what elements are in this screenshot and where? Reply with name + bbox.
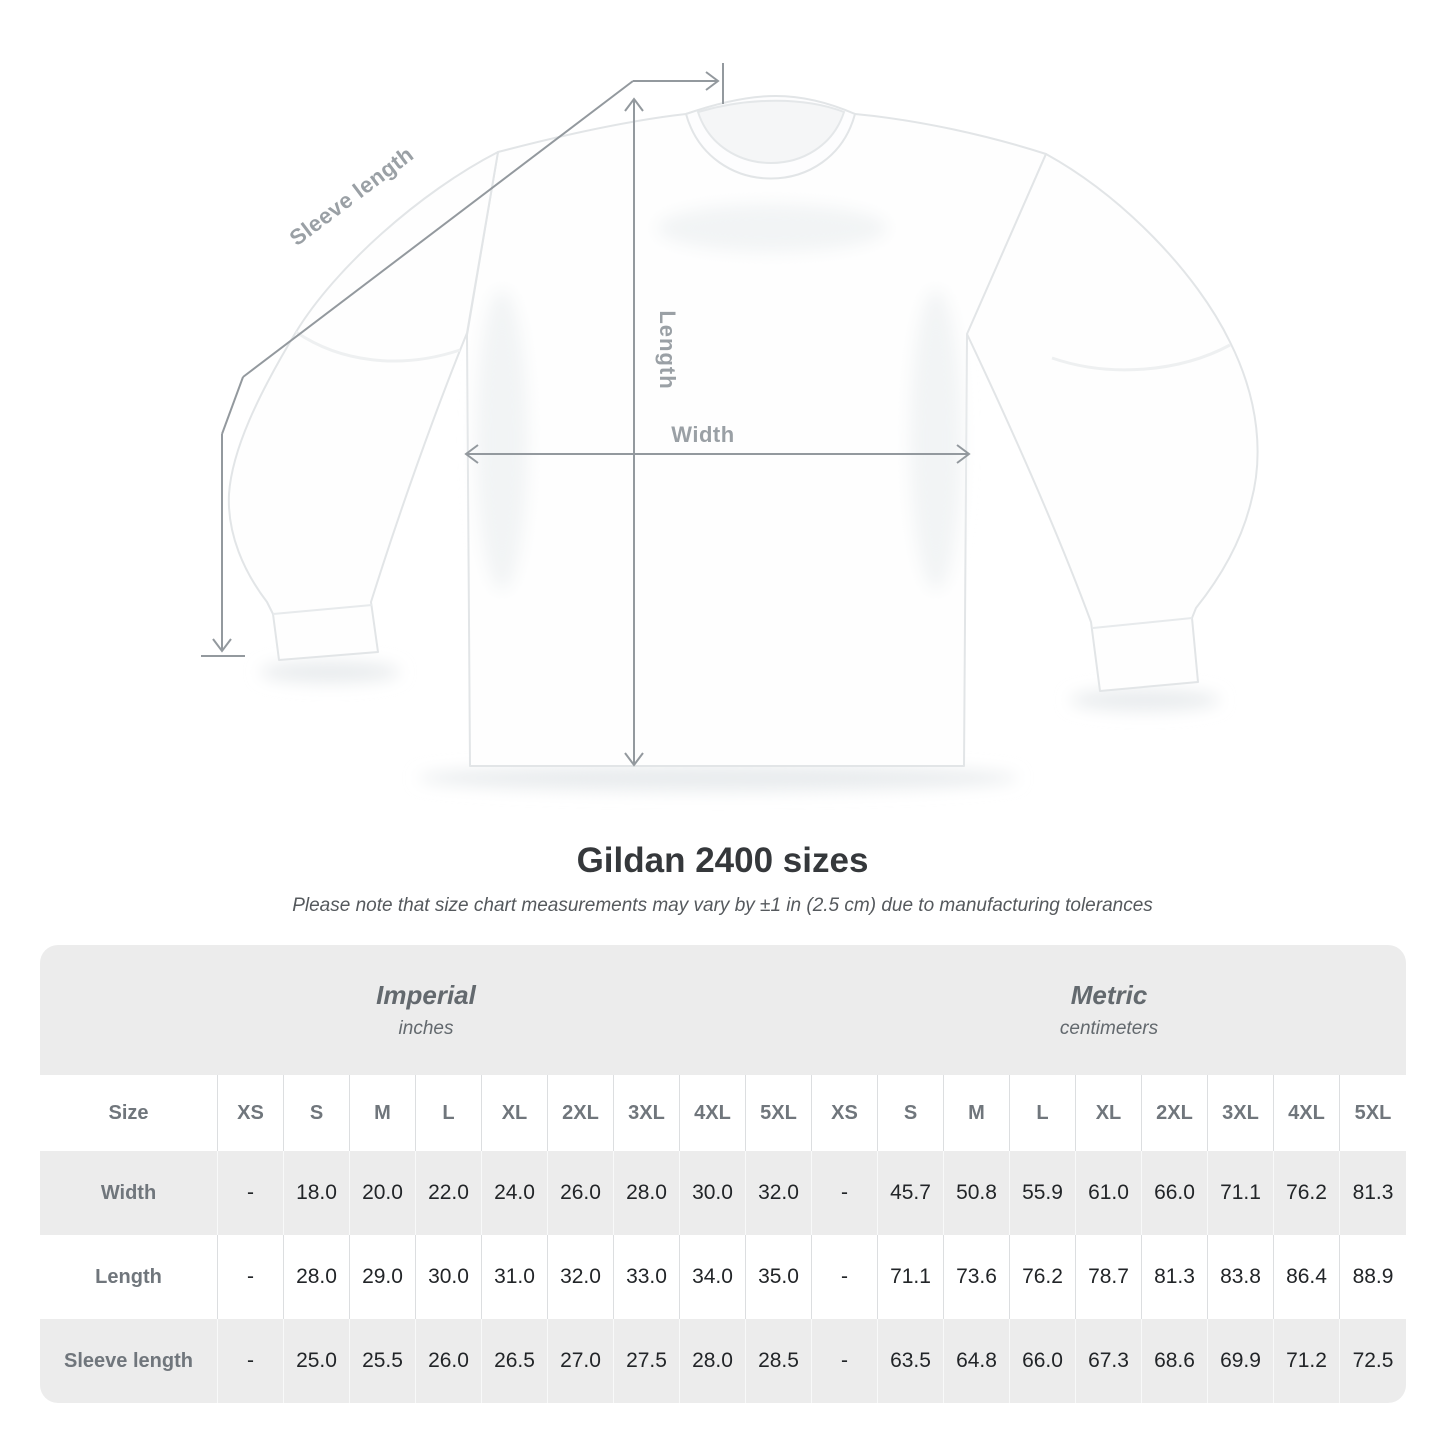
table-cell: 78.7 (1076, 1235, 1142, 1319)
table-cell: 32.0 (746, 1151, 812, 1235)
length-label: Length (655, 310, 680, 390)
size-col-header: 4XL (1274, 1075, 1340, 1151)
table-cell: 26.0 (548, 1151, 614, 1235)
table-cell: - (218, 1151, 284, 1235)
table-cell: 25.5 (350, 1319, 416, 1403)
unit-header-band (40, 945, 1406, 1075)
table-cell: - (218, 1235, 284, 1319)
table-cell: 63.5 (878, 1319, 944, 1403)
table-cell: 66.0 (1010, 1319, 1076, 1403)
size-col-header: 2XL (548, 1075, 614, 1151)
table-cell: 45.7 (878, 1151, 944, 1235)
table-cell: 88.9 (1352, 1265, 1394, 1288)
shirt-left-sleeve (229, 152, 498, 660)
imperial-label: Imperial (376, 980, 476, 1010)
table-cell: 32.0 (548, 1235, 614, 1319)
table-cell: 76.2 (1010, 1235, 1076, 1319)
table-cell: 71.1 (878, 1235, 944, 1319)
size-col-header: 5XL (1354, 1101, 1392, 1124)
size-col-header: S (878, 1075, 944, 1151)
table-cell: 35.0 (746, 1235, 812, 1319)
size-col-header: M (350, 1075, 416, 1151)
table-cell: 28.0 (614, 1151, 680, 1235)
table-cell: 67.3 (1076, 1319, 1142, 1403)
table-cell: 20.0 (350, 1151, 416, 1235)
size-col-header: 3XL (614, 1075, 680, 1151)
table-cell: 34.0 (680, 1235, 746, 1319)
table-cell: 72.5 (1352, 1349, 1394, 1372)
table-cell: 27.5 (614, 1319, 680, 1403)
table-cell: 26.5 (482, 1319, 548, 1403)
table-row-length (40, 1235, 1406, 1319)
page-title: Gildan 2400 sizes (576, 841, 869, 880)
table-cell: - (812, 1319, 878, 1403)
size-table (40, 945, 1406, 1403)
table-cell: 81.3 (1142, 1235, 1208, 1319)
table-cell: 25.0 (284, 1319, 350, 1403)
size-col-header: 3XL (1208, 1075, 1274, 1151)
size-col-header: 2XL (1142, 1075, 1208, 1151)
table-cell: 66.0 (1142, 1151, 1208, 1235)
table-cell: 76.2 (1274, 1151, 1340, 1235)
table-cell: 69.9 (1208, 1319, 1274, 1403)
table-cell: - (218, 1319, 284, 1403)
size-col-header: 4XL (680, 1075, 746, 1151)
sleeve-length-label: Sleeve length (284, 141, 419, 251)
unit-group-imperial (40, 945, 812, 1075)
table-cell: 30.0 (680, 1151, 746, 1235)
table-cell: 83.8 (1208, 1235, 1274, 1319)
table-cell: 22.0 (416, 1151, 482, 1235)
table-cell: 18.0 (284, 1151, 350, 1235)
shirt-right-sleeve (967, 154, 1258, 691)
width-label: Width (671, 422, 735, 447)
table-cell: - (812, 1151, 878, 1235)
size-col-header: 5XL (746, 1075, 812, 1151)
table-cell: 28.5 (746, 1319, 812, 1403)
row-label: Length (40, 1235, 218, 1319)
metric-label: Metric (1070, 980, 1148, 1010)
metric-unit: centimeters (1059, 1018, 1159, 1039)
table-cell: 31.0 (482, 1235, 548, 1319)
size-header-label: Size (40, 1075, 218, 1151)
row-label: Width (40, 1151, 218, 1235)
unit-group-metric (812, 945, 1406, 1075)
size-col-header: XS (812, 1075, 878, 1151)
row-label: Sleeve length (40, 1319, 218, 1403)
table-cell: 71.1 (1208, 1151, 1274, 1235)
size-header-row (40, 1075, 1406, 1151)
table-cell: 28.0 (284, 1235, 350, 1319)
table-cell: 26.0 (416, 1319, 482, 1403)
table-row-sleeve-length (40, 1319, 1406, 1403)
page-subtitle: Please note that size chart measurements may vary by ±1 in (2.5 cm) due to manufacturing tolerances (292, 895, 1153, 916)
table-cell: 68.6 (1142, 1319, 1208, 1403)
table-row-width (40, 1151, 1406, 1235)
table-cell: 28.0 (680, 1319, 746, 1403)
table-cell: 27.0 (548, 1319, 614, 1403)
table-cell: - (812, 1235, 878, 1319)
table-cell: 81.3 (1352, 1181, 1394, 1204)
table-cell: 73.6 (944, 1235, 1010, 1319)
table-cell: 30.0 (416, 1235, 482, 1319)
table-cell: 33.0 (614, 1235, 680, 1319)
size-col-header: M (944, 1075, 1010, 1151)
table-cell: 24.0 (482, 1151, 548, 1235)
table-cell: 55.9 (1010, 1151, 1076, 1235)
table-cell: 29.0 (350, 1235, 416, 1319)
size-col-header: XL (1076, 1075, 1142, 1151)
size-col-header: XS (218, 1075, 284, 1151)
size-col-header: S (284, 1075, 350, 1151)
size-col-header: XL (482, 1075, 548, 1151)
table-cell: 61.0 (1076, 1151, 1142, 1235)
table-cell: 50.8 (944, 1151, 1010, 1235)
table-cell: 64.8 (944, 1319, 1010, 1403)
size-col-header: L (1010, 1075, 1076, 1151)
table-cell: 71.2 (1274, 1319, 1340, 1403)
imperial-unit: inches (398, 1018, 454, 1039)
size-col-header: L (416, 1075, 482, 1151)
table-cell: 86.4 (1274, 1235, 1340, 1319)
